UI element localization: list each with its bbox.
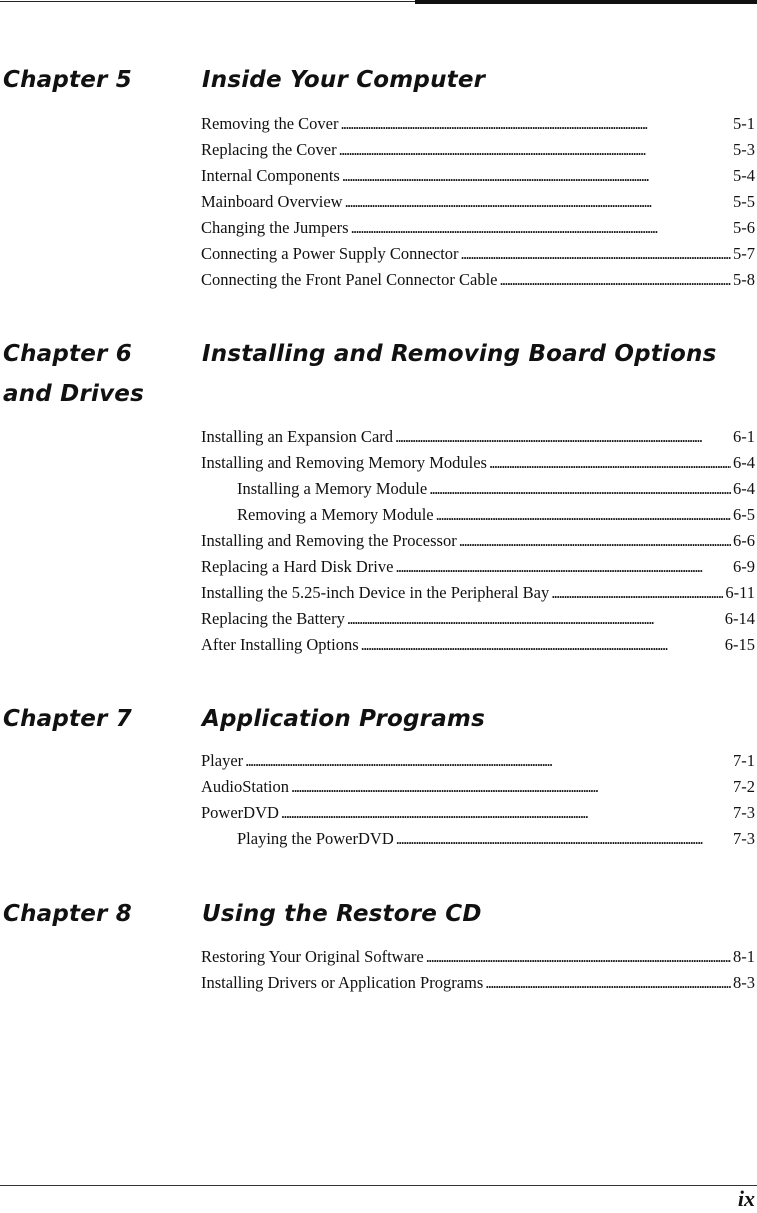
toc-page-number: 7-3 (733, 829, 755, 848)
toc-entry[interactable] (201, 215, 755, 241)
toc-page-number: 6-9 (733, 557, 755, 576)
toc-entry[interactable] (201, 163, 755, 189)
toc-entry-text: Connecting the Front Panel Connector Cable (201, 270, 498, 289)
toc-entry[interactable] (201, 111, 755, 137)
toc-entry-text: Playing the PowerDVD (237, 829, 394, 848)
dot-leader (291, 774, 731, 800)
dot-leader (395, 554, 731, 580)
toc-entry[interactable] (201, 580, 755, 606)
chapter-title: Application Programs (202, 706, 485, 732)
toc-subentry[interactable] (237, 476, 755, 502)
toc-entry[interactable] (201, 606, 755, 632)
toc-entry[interactable] (201, 137, 755, 163)
dot-leader (281, 800, 731, 826)
header-rule-thick (415, 0, 757, 4)
toc-entry[interactable] (201, 241, 755, 267)
toc-page-number: 8-1 (733, 947, 755, 966)
dot-leader (347, 606, 723, 632)
toc-entry-text: Installing the 5.25-inch Device in the Peripheral Bay (201, 583, 550, 602)
toc-page-number: 5-1 (733, 114, 755, 133)
chapter-label: Chapter 8 (3, 901, 132, 927)
toc-page-number: 6-1 (733, 427, 755, 446)
toc-entry-text: AudioStation (201, 777, 290, 796)
toc-entry-text: After Installing Options (201, 635, 359, 654)
toc-entry-text: PowerDVD (201, 803, 279, 822)
footer-rule (0, 1185, 757, 1186)
toc-page-number: 6-4 (733, 453, 755, 472)
toc-page-number: 6-5 (733, 505, 755, 524)
toc-entry-text: Installing an Expansion Card (201, 427, 394, 446)
toc-entry-text: Replacing the Battery (201, 609, 345, 628)
dot-leader (340, 111, 731, 137)
toc-entry-text: Replacing the Cover (201, 140, 337, 159)
toc-entry[interactable] (201, 800, 755, 826)
toc-entry-text: Installing Drivers or Application Programs (201, 973, 484, 992)
dot-leader (489, 450, 731, 476)
toc-page-number: 5-3 (733, 140, 755, 159)
toc-entry[interactable] (201, 944, 755, 970)
dot-leader (429, 476, 731, 502)
dot-leader (245, 748, 731, 774)
chapter-title: Inside Your Computer (202, 67, 486, 93)
toc-subentry[interactable] (237, 502, 755, 528)
dot-leader (351, 215, 731, 241)
dot-leader (551, 580, 723, 606)
dot-leader (459, 528, 731, 554)
chapter-title: Using the Restore CD (202, 901, 482, 927)
toc-entry[interactable] (201, 189, 755, 215)
toc-entry[interactable] (201, 774, 755, 800)
toc-page-number: 7-2 (733, 777, 755, 796)
toc-entry[interactable] (201, 632, 755, 658)
page-number: ix (737, 1186, 755, 1211)
header-rule-thin (0, 1, 415, 2)
toc-page-number: 6-15 (724, 635, 755, 654)
dot-leader (345, 189, 731, 215)
toc-entry[interactable] (201, 748, 755, 774)
toc-entry-text: Installing and Removing Memory Modules (201, 453, 487, 472)
toc-page-number: 6-11 (725, 583, 755, 602)
toc-entry-text: Restoring Your Original Software (201, 947, 424, 966)
toc-entry-text: Installing and Removing the Processor (201, 531, 457, 550)
chapter-title: Installing and Removing Board Options (202, 341, 717, 367)
chapter-label: Chapter 7 (3, 706, 132, 732)
dot-leader (426, 944, 731, 970)
toc-entry-text: Replacing a Hard Disk Drive (201, 557, 394, 576)
toc-page-number: 5-7 (733, 244, 755, 263)
toc-entry-text: Removing a Memory Module (237, 505, 434, 524)
toc-entry[interactable] (201, 424, 755, 450)
toc-entry-text: Player (201, 751, 244, 770)
toc-subentry[interactable] (237, 826, 755, 852)
toc-page-number: 7-1 (733, 751, 755, 770)
toc-page-number: 6-4 (733, 479, 755, 498)
toc-page-number: 5-6 (733, 218, 755, 237)
toc-entry-text: Mainboard Overview (201, 192, 343, 211)
dot-leader (342, 163, 731, 189)
toc-entry-text: Removing the Cover (201, 114, 339, 133)
toc-page-number: 5-5 (733, 192, 755, 211)
toc-page-number: 5-4 (733, 166, 755, 185)
dot-leader (485, 970, 731, 996)
dot-leader (436, 502, 731, 528)
dot-leader (499, 267, 731, 293)
dot-leader (361, 632, 723, 658)
toc-page-number: 8-3 (733, 973, 755, 992)
toc-entry-text: Changing the Jumpers (201, 218, 349, 237)
toc-entry-text: Installing a Memory Module (237, 479, 428, 498)
toc-page-number: 6-6 (733, 531, 755, 550)
toc-page-number: 5-8 (733, 270, 755, 289)
toc-entry[interactable] (201, 528, 755, 554)
dot-leader (461, 241, 731, 267)
dot-leader (339, 137, 731, 163)
toc-entry-text: Internal Components (201, 166, 340, 185)
dot-leader (395, 424, 731, 450)
dot-leader (396, 826, 731, 852)
toc-entry-text: Connecting a Power Supply Connector (201, 244, 459, 263)
toc-entry[interactable] (201, 267, 755, 293)
toc-entry[interactable] (201, 554, 755, 580)
chapter-title-continuation: and Drives (3, 381, 144, 407)
toc-entry[interactable] (201, 970, 755, 996)
chapter-label: Chapter 5 (3, 67, 132, 93)
toc-entry[interactable] (201, 450, 755, 476)
toc-page-number: 7-3 (733, 803, 755, 822)
chapter-label: Chapter 6 (3, 341, 132, 367)
toc-page-number: 6-14 (724, 609, 755, 628)
